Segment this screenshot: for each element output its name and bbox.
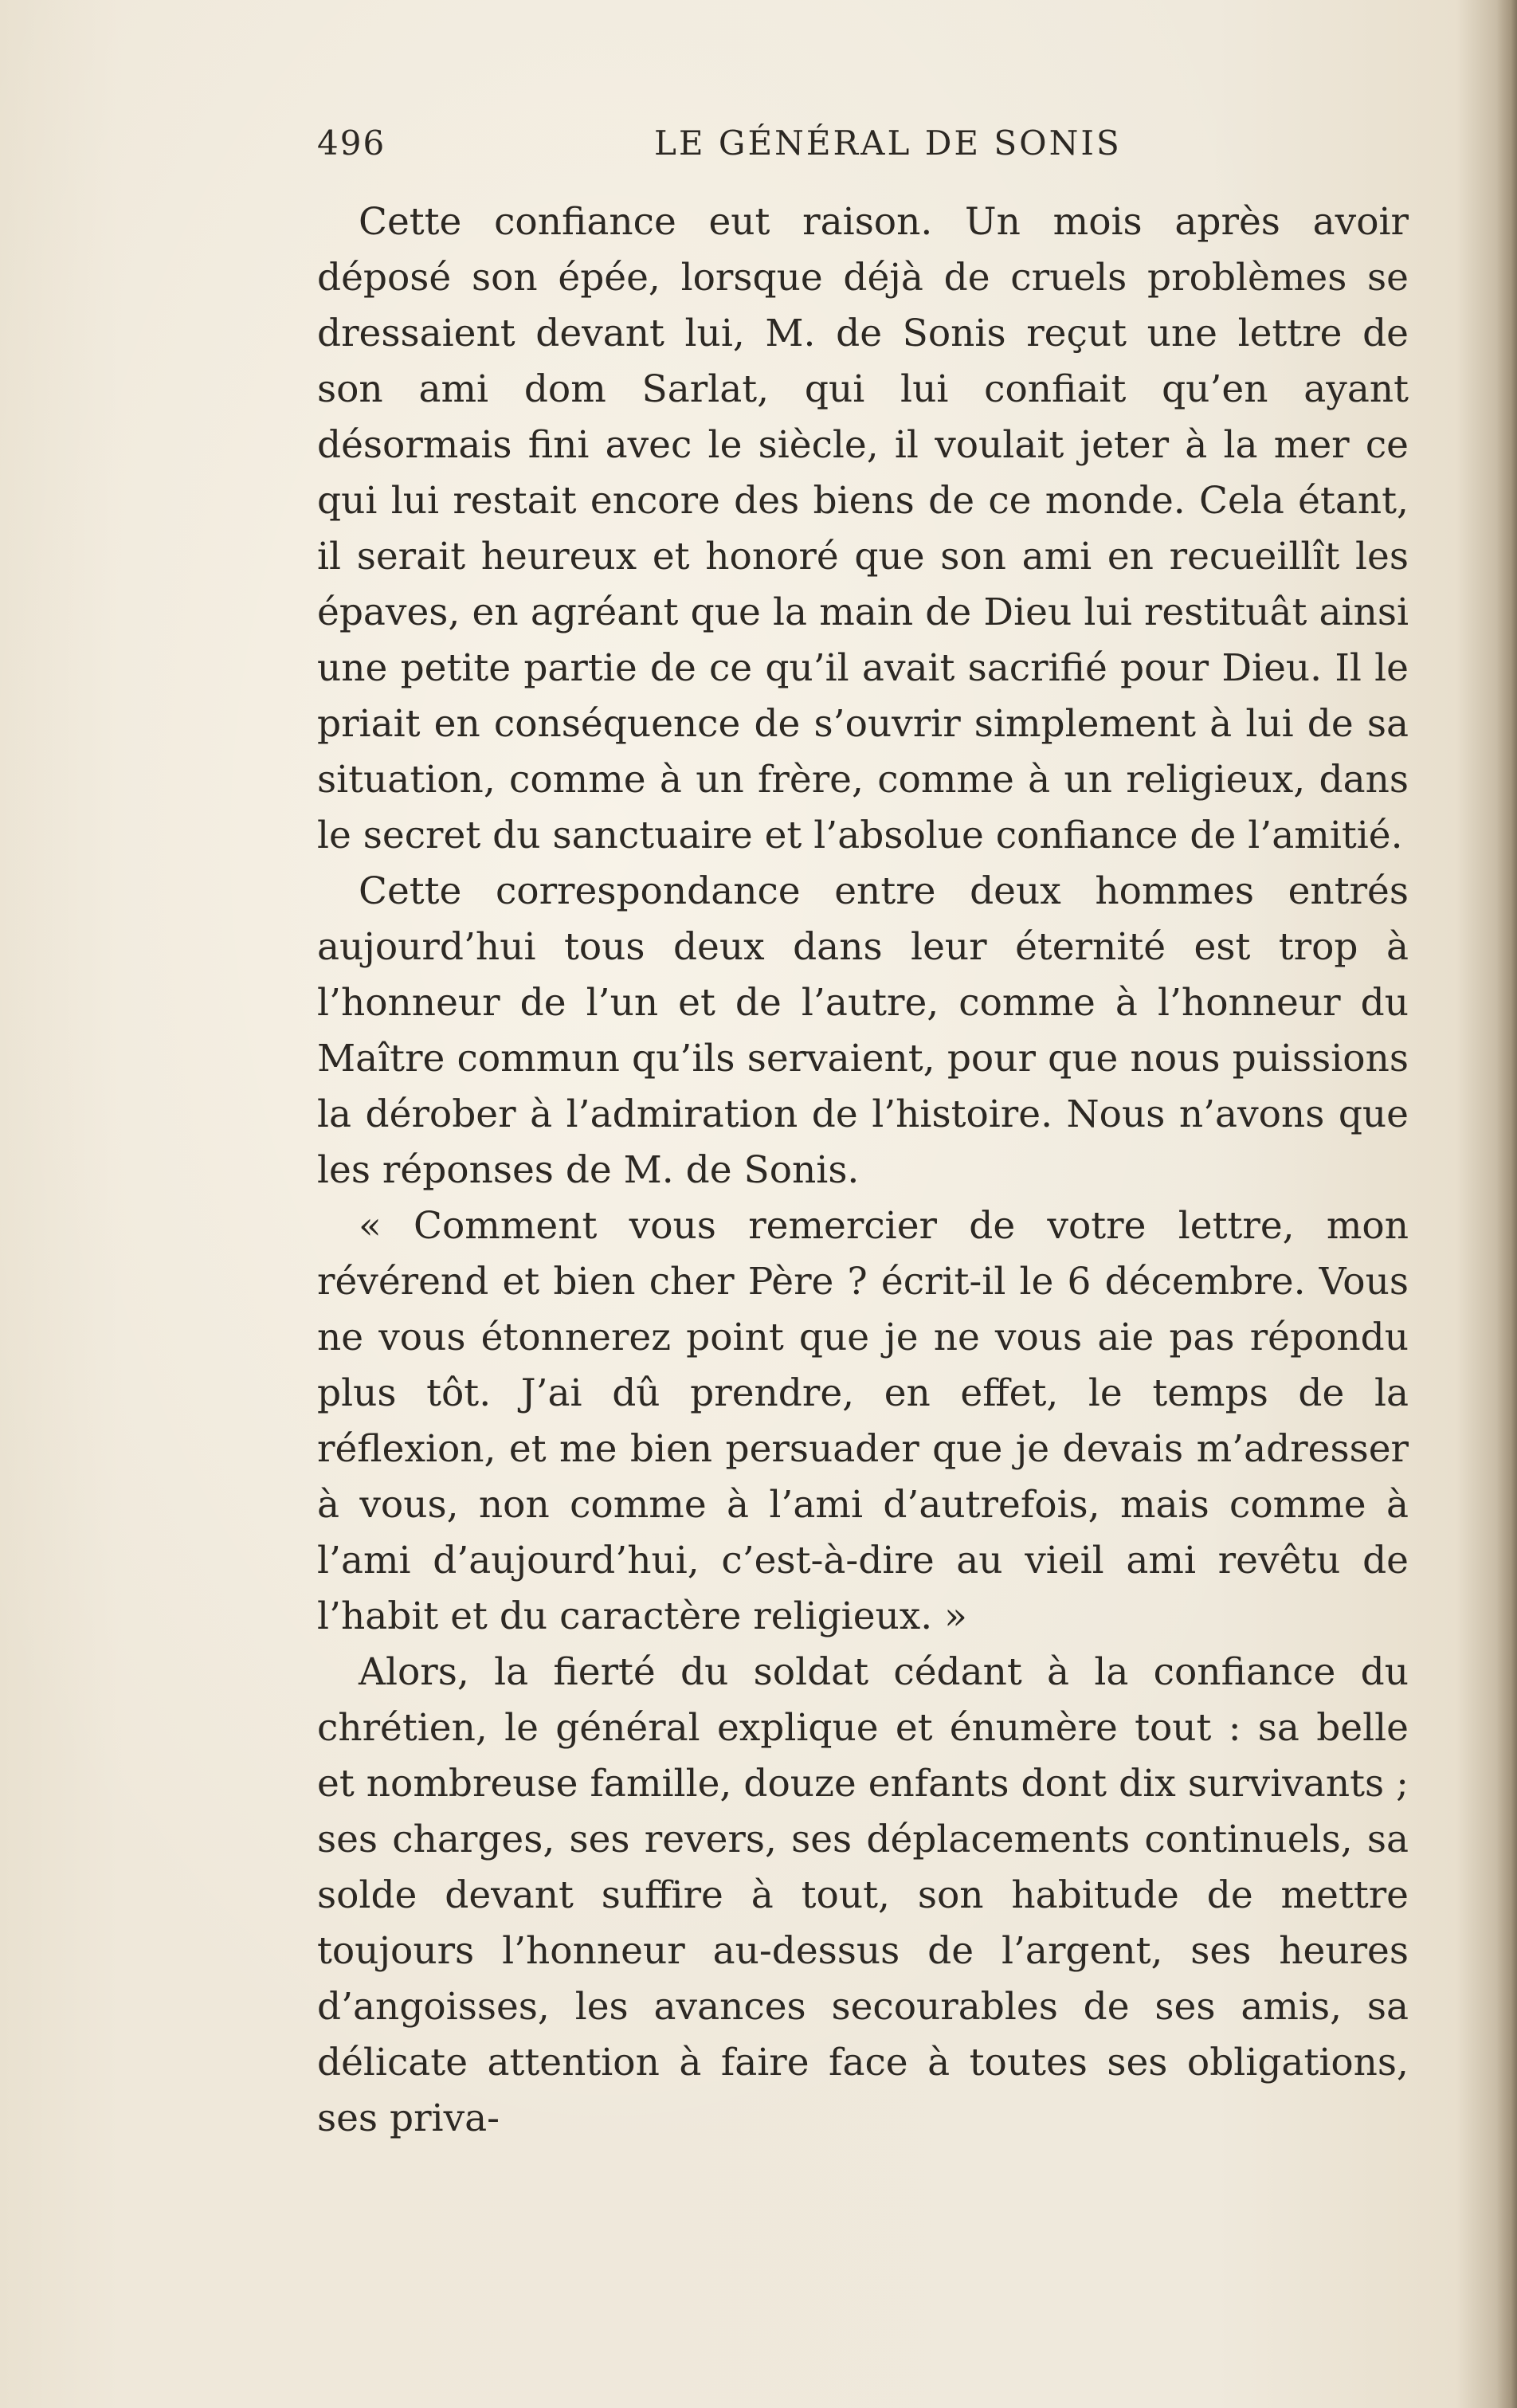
running-title: LE GÉNÉRAL DE SONIS <box>654 124 1122 163</box>
paragraph-2: Cette correspondance entre deux hommes entrés aujourd’hui tous deux dans leur éternité est trop à l’honneur de l’un et de l’autre, comme à l’honneur du Maître commun qu’ils servaient, pour que nous puissions la dérober à l’admiration de l’histoire. Nous n’avons que les réponses de M. de Sonis. <box>317 869 1409 1192</box>
running-header <box>317 120 1409 167</box>
page-number: 496 <box>317 124 386 163</box>
paragraph-3: « Comment vous remercier de votre lettre, mon révérend et bien cher Père ? écrit-il le 6 décembre. Vous ne vous étonnerez point que je ne vous aie pas répondu plus tôt. J’ai dû prendre, en effet, le temps de la réflexion, et me bien persuader que je devais m’adresser à vous, non comme à l’ami d’autrefois, mais comme à l’ami d’aujourd’hui, c’est-à-dire au vieil ami revêtu de l’habit et du caractère religieux. » <box>317 1204 1409 1638</box>
paragraph-1: Cette confiance eut raison. Un mois après avoir déposé son épée, lorsque déjà de cruels problèmes se dressaient devant lui, M. de Sonis reçut une lettre de son ami dom Sarlat, qui lui confiait qu’en ayant désormais fini avec le siècle, il voulait jeter à la mer ce qui lui restait encore des biens de ce monde. Cela étant, il serait heureux et honoré que son ami en recueillît les épaves, en agréant que la main de Dieu lui restituât ainsi une petite partie de ce qu’il avait sacrifié pour Dieu. Il le priait en conséquence de s’ouvrir simplement à lui de sa situation, comme à un frère, comme à un religieux, dans le secret du sanctuaire et l’absolue confiance de l’amitié. <box>317 200 1409 857</box>
page-edge-shadow <box>1496 0 1517 2408</box>
paragraph-4: Alors, la fierté du soldat cédant à la confiance du chrétien, le général explique et énumère tout : sa belle et nombreuse famille, douze enfants dont dix survivants ; ses charges, ses revers, ses déplacements continuels, sa solde devant suffire à tout, son habitude de mettre toujours l’honneur au-dessus de l’argent, ses heures d’angoisses, les avances secourables de ses amis, sa délicate attention à faire face à toutes ses obligations, ses priva- <box>317 1650 1409 2140</box>
body-text <box>317 194 1409 2147</box>
